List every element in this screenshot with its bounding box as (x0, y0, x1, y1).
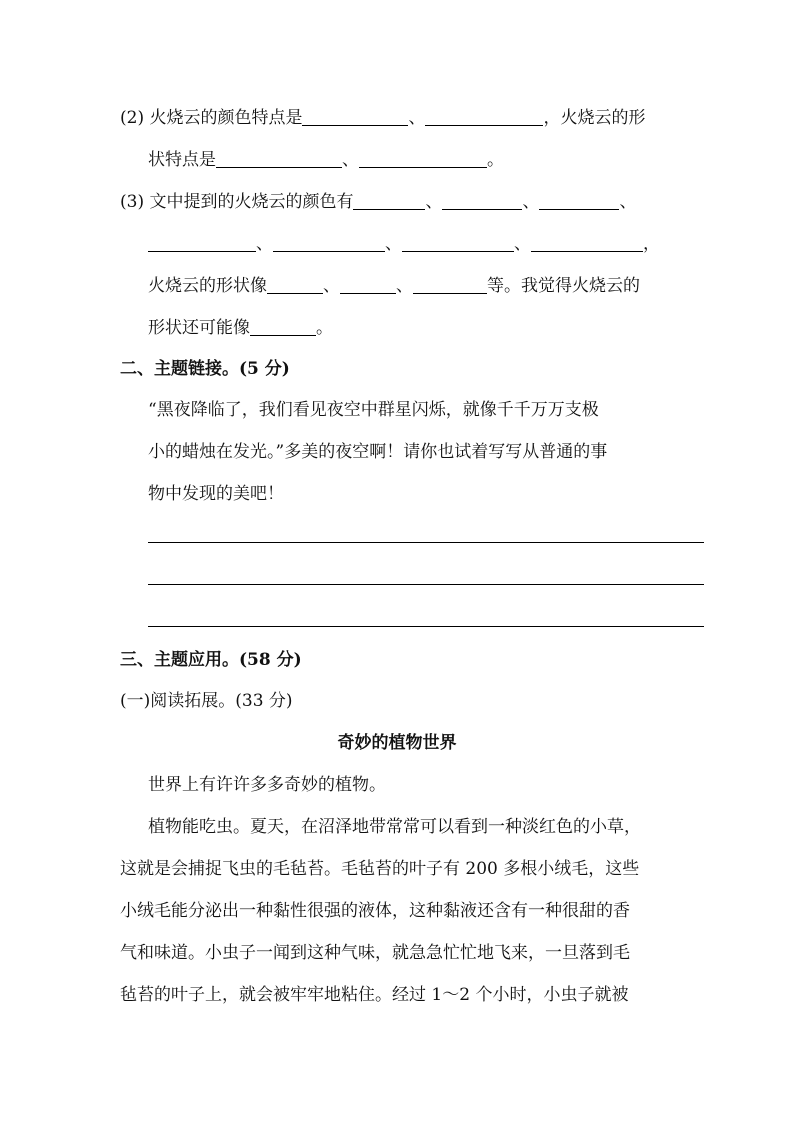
separator: 、 (396, 276, 413, 296)
article-line: 小绒毛能分泌出一种黏性很强的液体，这种黏液还含有一种很甜的香 (120, 901, 630, 921)
q3-line4-prefix: 形状还可能像 (148, 318, 250, 338)
section2-heading: 二、主题链接。(5 分) (120, 359, 290, 379)
section2-para-line-3: 物中发现的美吧！ (148, 484, 284, 504)
q3-line-3 (148, 274, 640, 298)
q3-line-4 (148, 316, 333, 340)
separator: 、 (522, 192, 540, 212)
separator: 、 (408, 108, 426, 128)
q3-prefix: (3) 文中提到的火烧云的颜色有 (120, 192, 354, 212)
separator: 、 (256, 234, 273, 254)
writing-line[interactable] (148, 542, 704, 543)
section3-heading: 三、主题应用。(58 分) (120, 650, 302, 670)
comma: ， (643, 234, 660, 254)
q3-line-1 (120, 190, 636, 214)
q3-line3-prefix: 火烧云的形状像 (148, 276, 267, 296)
answer-blank[interactable] (273, 233, 385, 252)
article-line: 气和味道。小虫子一闻到这种气味，就急急忙忙地飞来，一旦落到毛 (120, 943, 630, 963)
answer-blank[interactable] (353, 191, 425, 210)
answer-blank[interactable] (302, 107, 408, 126)
article-line: 毡苔的叶子上，就会被牢牢地粘住。经过 1～2 个小时，小虫子就被 (120, 985, 629, 1005)
separator: 、 (514, 234, 531, 254)
article-line: 这就是会捕捉飞虫的毛毡苔。毛毡苔的叶子有 200 多根小绒毛，这些 (120, 859, 640, 879)
article-line: 植物能吃虫。夏天，在沼泽地带常常可以看到一种淡红色的小草， (148, 817, 641, 837)
q3-line3-suffix: 等。我觉得火烧云的 (487, 276, 640, 296)
answer-blank[interactable] (250, 317, 316, 336)
q3-line-2 (148, 232, 660, 256)
answer-blank[interactable] (442, 191, 522, 210)
section2-para-line-2: 小的蜡烛在发光。”多美的夜空啊！请你也试着写写从普通的事 (148, 442, 608, 462)
q2-prefix: (2) 火烧云的颜色特点是 (120, 108, 303, 128)
q2-end: 。 (487, 150, 504, 170)
separator: 、 (342, 150, 359, 170)
answer-blank[interactable] (402, 233, 514, 252)
writing-line[interactable] (148, 626, 704, 627)
article-title: 奇妙的植物世界 (337, 733, 457, 753)
section2-para-line-1: “黑夜降临了，我们看见夜空中群星闪烁，就像千千万万支极 (148, 400, 599, 420)
q2-suffix: ，火烧云的形 (543, 108, 646, 128)
separator: 、 (619, 192, 637, 212)
answer-blank[interactable] (216, 149, 342, 168)
answer-blank[interactable] (267, 275, 323, 294)
separator: 、 (323, 276, 340, 296)
answer-blank[interactable] (340, 275, 396, 294)
answer-blank[interactable] (531, 233, 643, 252)
section3-sub-heading: (一)阅读拓展。(33 分) (120, 691, 293, 711)
answer-blank[interactable] (359, 149, 487, 168)
answer-blank[interactable] (425, 107, 543, 126)
separator: 、 (385, 234, 402, 254)
answer-blank[interactable] (539, 191, 619, 210)
q2-line-1 (120, 106, 645, 130)
answer-blank[interactable] (413, 275, 487, 294)
answer-blank[interactable] (148, 233, 256, 252)
separator: 、 (425, 192, 443, 212)
q2-line-2 (148, 148, 504, 172)
q3-end: 。 (316, 318, 333, 338)
writing-line[interactable] (148, 584, 704, 585)
q2-line2-prefix: 状特点是 (148, 150, 216, 170)
article-line: 世界上有许许多多奇妙的植物。 (148, 775, 386, 795)
